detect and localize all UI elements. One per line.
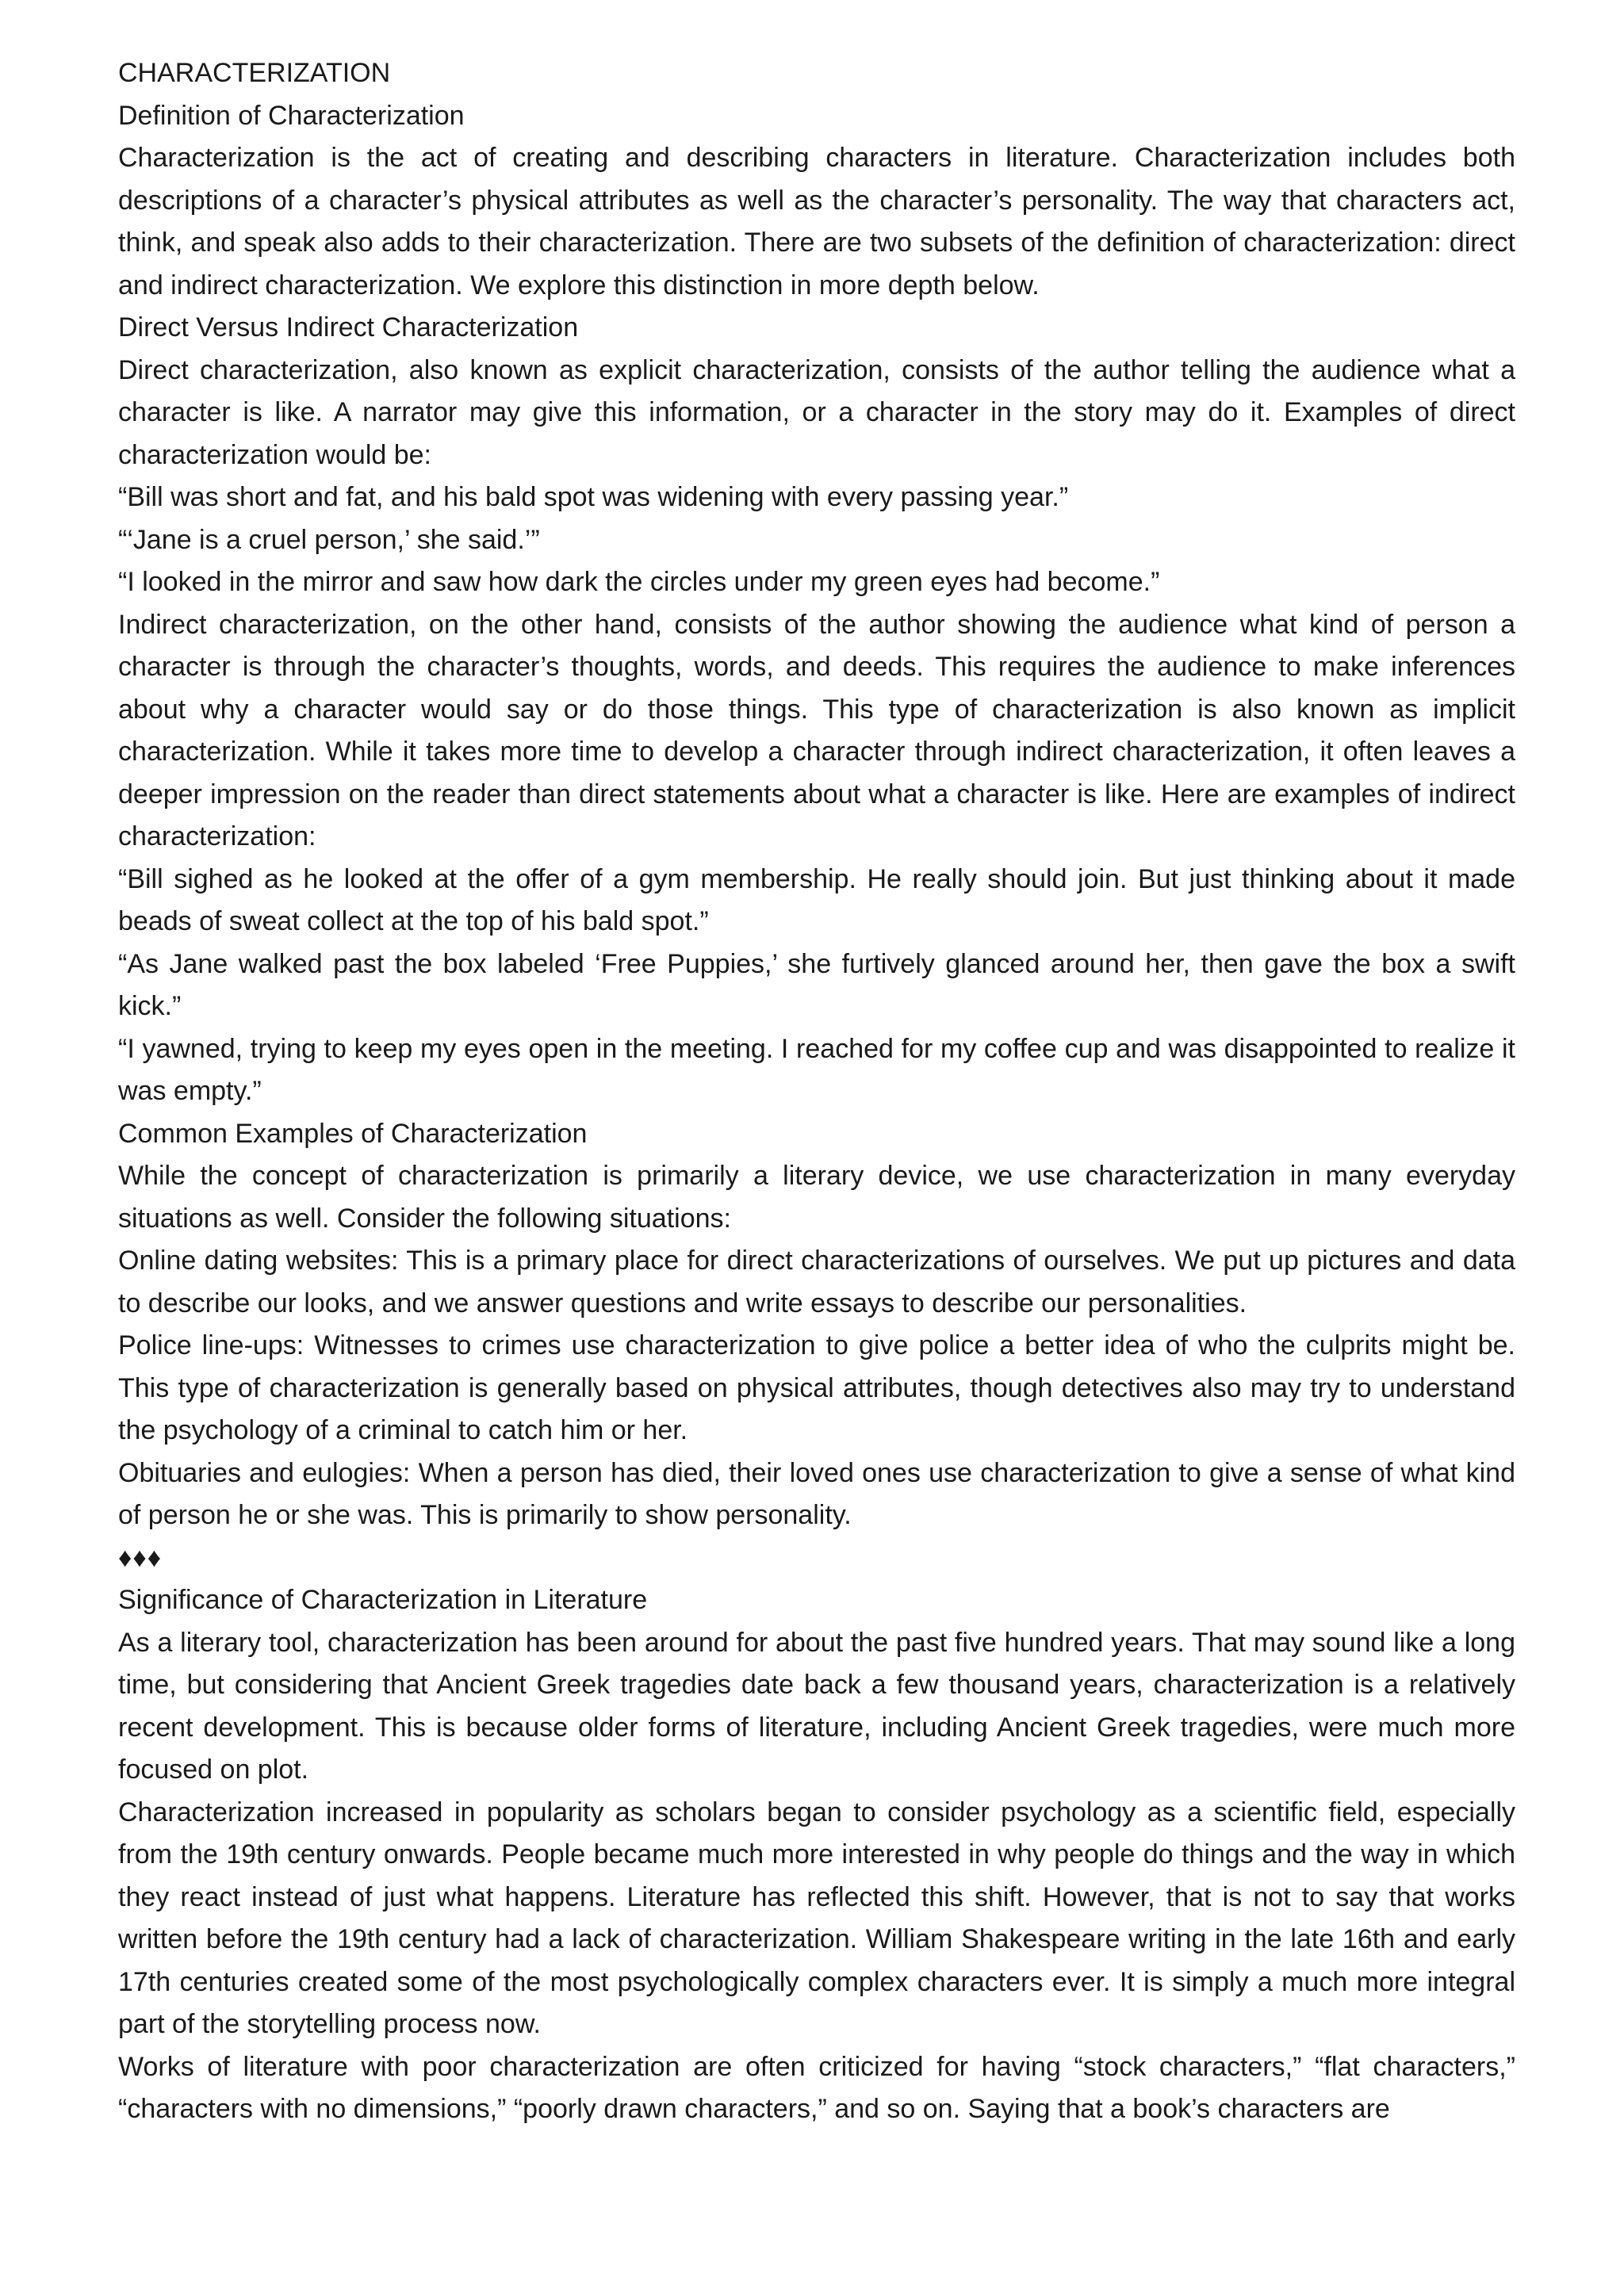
section-heading-common-examples: Common Examples of Characterization [118,1118,588,1149]
document-page [118,52,1515,2131]
paragraph-significance-1: As a literary tool, characterization has been around for about the past five hundred years. That may sound like a long time, but considering that Ancient Greek tragedies date back a few thousand years, characterization is a relatively recent development. This is because older forms of literature, including Ancient Greek tragedies, were much more focused on plot. [118,1627,1515,1785]
quote-direct-example-1: “Bill was short and fat, and his bald spot was widening with every passing year.” [118,482,1069,512]
document-title: CHARACTERIZATION [118,58,391,88]
diamond-separator: ♦♦♦ [118,1542,163,1573]
paragraph-common-item-police-lineups: Police line-ups: Witnesses to crimes use characterization to give police a better idea of who the culprits might be. This type of characterization is generally based on physical attributes, though detectives also may try to understand the psychology of a criminal to catch him or her. [118,1330,1515,1445]
paragraph-definition: Characterization is the act of creating and describing characters in literature. Characterization includes both descriptions of a character’s physical attributes as well as the character’s personality. The way that characters act, think, and speak also adds to their characterization. There are two subsets of the definition of characterization: direct and indirect characterization. We explore this distinction in more depth below. [118,143,1515,300]
quote-indirect-example-1: “Bill sighed as he looked at the offer of a gym membership. He really should join. But just thinking about it made beads of sweat collect at the top of his bald spot.” [118,863,1515,936]
paragraph-common-item-obituaries: Obituaries and eulogies: When a person has died, their loved ones use characterization to give a sense of what kind of person he or she was. This is primarily to show personality. [118,1457,1515,1530]
quote-indirect-example-3: “I yawned, trying to keep my eyes open in the meeting. I reached for my coffee cup and was disappointed to realize it was empty.” [118,1033,1515,1106]
quote-direct-example-2: “‘Jane is a cruel person,’ she said.’” [118,524,540,555]
section-heading-significance: Significance of Characterization in Literature [118,1585,648,1615]
section-heading-definition: Definition of Characterization [118,100,465,131]
section-heading-direct-vs-indirect: Direct Versus Indirect Characterization [118,312,579,342]
paragraph-direct-intro: Direct characterization, also known as explicit characterization, consists of the author telling the audience what a character is like. A narrator may give this information, or a character in the story may do it. Examples of direct characterization would be: [118,354,1515,470]
paragraph-common-item-online-dating: Online dating websites: This is a primary place for direct characterizations of ourselves. We put up pictures and data to describe our looks, and we answer questions and write essays to describe our personalities. [118,1246,1515,1318]
paragraph-significance-2: Characterization increased in popularity as scholars began to consider psychology as a scientific field, especially from the 19th century onwards. People became much more interested in why people do things and the way in which they react instead of just what happens. Literature has reflected this shift. However, that is not to say that works written before the 19th century had a lack of characterization. William Shakespeare writing in the late 16th and early 17th centuries created some of the most psychologically complex characters ever. It is simply a much more integral part of the storytelling process now. [118,1797,1515,2039]
paragraph-significance-3: Works of literature with poor characterization are often criticized for having “stock characters,” “flat characters,” “characters with no dimensions,” “poorly drawn characters,” and so on. Saying that a book’s characters are [118,2051,1515,2124]
paragraph-indirect-intro: Indirect characterization, on the other hand, consists of the author showing the audience what kind of person a character is through the character’s thoughts, words, and deeds. This requires the audience to make inferences about why a character would say or do those things. This type of characterization is also known as implicit characterization. While it takes more time to develop a character through indirect characterization, it often leaves a deeper impression on the reader than direct statements about what a character is like. Here are examples of indirect characterization: [118,609,1515,851]
paragraph-common-intro: While the concept of characterization is primarily a literary device, we use characterization in many everyday situations as well. Consider the following situations: [118,1161,1515,1234]
quote-direct-example-3: “I looked in the mirror and saw how dark the circles under my green eyes had become.” [118,567,1160,597]
quote-indirect-example-2: “As Jane walked past the box labeled ‘Free Puppies,’ she furtively glanced around her, then gave the box a swift kick.” [118,948,1515,1021]
